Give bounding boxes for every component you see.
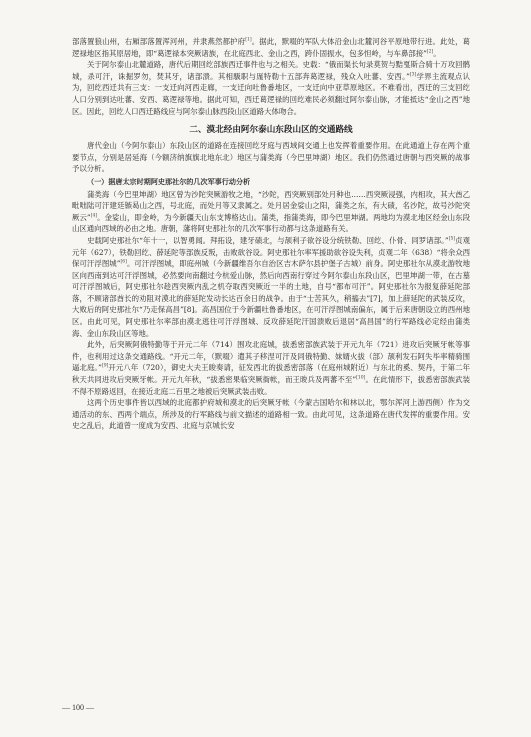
paragraph-text: 。可汗浮图城，即庭州城（今新疆维吾尔自治区吉木萨尔县护堡子古城）前身。阿史那社尔从漠北游牧地区向西南到达可汗浮图城，必然要向南翻过今杭爱山脉，然后向西南行穿过今阿尔泰山东段山区，巴里坤湖一带，在古墓可汗浮图城后，阿史那社尔趁西突厥内乱之机夺取西突厥近一半的土地，自号“都布可汗”。阿史那社尔为报复薛延陀部落，不顾诸部酋长的劝阻对漠北的薛延陀发动长达百余日的战争。由于“士苦其久，稍搐去”[7]，加上薛延陀的武装反攻，大败后的阿史那社尔“乃走保高昌”[8]。高昌国位于今新疆吐鲁番地区，在可汗浮图城南偏东，属于后来唐朝设立的西州地区。由此可见，阿史那社尔率部由漠北逃往可汗浮图城、反攻薛延陀汗国溃败后退居“高昌国”的行军路线必定经由蒲类海、金山东段山区等地。 bbox=[72, 259, 470, 338]
paragraph-2 bbox=[72, 59, 470, 117]
footnote-ref: [6] bbox=[120, 259, 127, 265]
paragraph-3 bbox=[72, 140, 470, 175]
paragraph-text: 唐代金山（今阿尔泰山）东段山区的道路在连接回纥牙庭与西域间交通上也发挥着重要作用。在此通道上存在两个重要节点，分别是居延海（今额济纳旗旗北地东北）地区与蒲类海（今巴里坤湖）地区。我们仍然通过唐朝与西突厥的战事予以分析。 bbox=[72, 141, 470, 174]
section-heading: 二、漠北经由阿尔泰山东段山区的交通路线 bbox=[189, 125, 353, 136]
footnote-ref: [1] bbox=[245, 37, 252, 43]
footnote-ref: [9] bbox=[101, 363, 109, 369]
paragraph-text: 贞观元年（627），铁勒回纥、薛延陀等部族反叛，击败欲谷设。阿史那社尔率军援助欲谷设失利，贞观二年（638）“将余众西保可汗浮图城” bbox=[72, 235, 470, 269]
page-body bbox=[72, 36, 470, 432]
paragraph-1 bbox=[72, 36, 470, 59]
paragraph-text: 。金娑山，即金岭，为今新疆天山东支博格达山。蒲类，指蒲类海，即今巴里坤湖。两地均为漠北地区经金山东段山区通向西域的必由之地。唐朝，藩将阿史那社尔的几次军事行动都与这条道路有关。 bbox=[72, 212, 470, 234]
paragraph-text: 蒲类海（今巴里坤湖）地区曾为沙陀突厥游牧之地，“沙陀，西突厥别部处月种也……西突厥浸强，内相攻，其大酋乙毗咄陆可汗建廷镞曷山之西，号北庭，而处月等又隶属之。处月居金娑山之阳，蒲类之东，有大碛，名沙陀，故号沙陀突厥云” bbox=[72, 189, 470, 222]
paragraph-text: 部落置狼山州，右厢部落置浑河州，并隶燕然都护府 bbox=[72, 37, 246, 46]
footnote-ref: [4] bbox=[90, 213, 98, 219]
paragraph-text: 这两个历史事件皆以西域的北庭都护府城和漠北的后突厥牙帐（今蒙古国哈尔和林以北，鄂尔浑河上游西侧）作为交通活动的东、西两个端点，所涉及的行军路线与前文描述的道路相一致。由此可见，这条道路在唐代发挥的重要作用。安史之乱后，此道曾一度成为安西、北庭与京城长安 bbox=[72, 398, 470, 431]
paragraph-7 bbox=[72, 397, 470, 432]
paragraph-6 bbox=[72, 339, 470, 397]
paragraph-text: 开元八年（720），御史大夫王晙奏请，征发西北的拔悉密部落（在庭州城附近）与东北的奚、契丹，于第二年秋天共同进攻后突厥牙帐。开元九年秋，“拔悉密果临突厥衙帐，而王晙兵及两蕃不至” bbox=[72, 363, 470, 385]
paragraph-text: 。 bbox=[433, 48, 441, 58]
footnote-ref: [3] bbox=[409, 72, 417, 78]
subsection-heading: （一）据唐太宗时期阿史那社尔的几次军事行动分析 bbox=[87, 176, 251, 186]
paragraph-5 bbox=[72, 235, 470, 339]
paragraph-text: 。据此，默啜的军队大体沿金山北麓河谷平原地带行进。此处，葛逻禄地区指其原居地，即“葛逻禄本突厥诸族，在北庭西北、金山之西，跨仆固振水，包多怛岭，与车鼻部接” bbox=[72, 37, 470, 58]
page-number: — 100 — bbox=[62, 703, 94, 712]
footnote-ref: [2] bbox=[426, 49, 434, 55]
paragraph-text: 此外，后突厥阿俄特勤等于开元二年（714）围攻北庭城，拔悉密部族武装于开元九年（721）进攻后突厥牙帐等事件，也利用过这条交通路线。“开元二年，（默啜）遣其子移涅可汗及同俄特勤、妹婿火拔（部）颉利发石阿失毕率精骑围逼北庭。” bbox=[72, 340, 470, 373]
paragraph-text: 史载阿史那社尔“年十一，以智勇闻。拜拓设，建牙碛北，与颉利子欲谷设分统铁勒、回纥、仆骨、同罗诸部。” bbox=[87, 235, 449, 245]
footnote-ref: [5] bbox=[448, 236, 456, 242]
paragraph-4 bbox=[72, 189, 470, 235]
paragraph-text: 关于阿尔泰山北麓道路，唐代后期回纥部族西迁事件也与之相关。史载：“俄而渠长句录莫贺与黠戛斯合骑十万攻回鹘城，杀可汗，诛掘罗勿，焚其牙，诸部溃。其相馺职与厖特勒十五部奔葛逻禄，残众入吐蕃、安西。” bbox=[72, 60, 470, 81]
paragraph-text: 。在此情形下，拔悉密部族武装不得不原路返回，在接近北庭二百里之地被后突厥武装击败。 bbox=[72, 375, 470, 396]
paragraph-text: 学界主流观点认为，回纥西迁共有三支：一支迁向河西走廊，一支迁向吐鲁番地区，一支迁向中亚草原地区。不难看出，西迁的三支回纥人口分别到达吐蕃、安西、葛逻禄等地。据此可知，西迁葛逻禄的回纥难民必须翻过阿尔泰山脉，才能抵达“金山之西”地区。因此，回纥人口西迁路线应与阿尔泰山脉西段山区道路大体吻合。 bbox=[72, 71, 470, 116]
footnote-ref: [10] bbox=[356, 375, 366, 381]
